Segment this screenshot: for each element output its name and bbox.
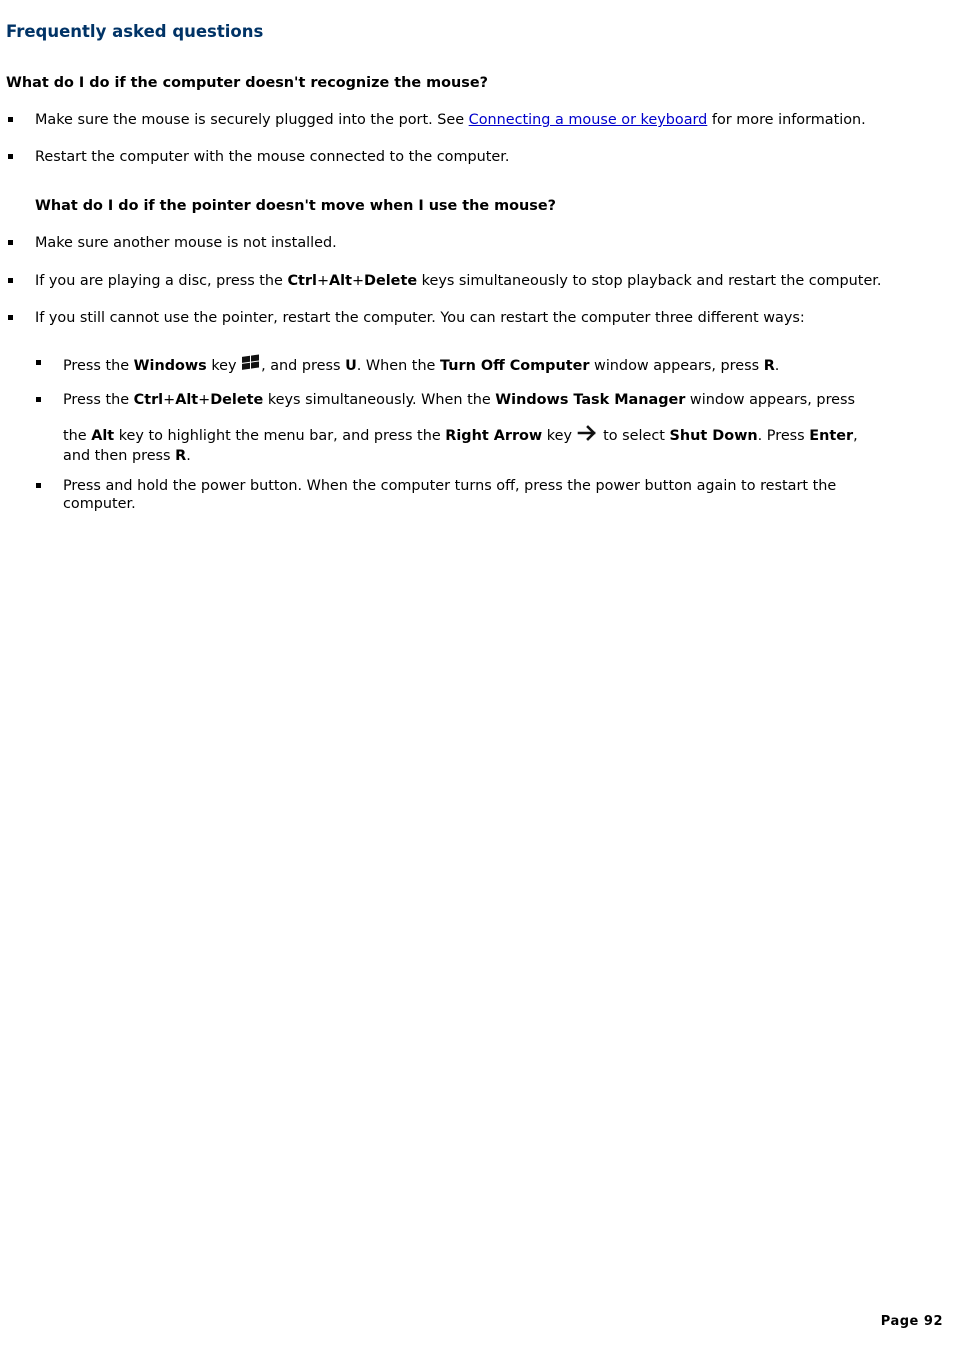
list-item: Restart the computer with the mouse connected to the computer. bbox=[35, 148, 934, 166]
sub-list-item: Press and hold the power button. When the computer turns off, press the power button again to restart the computer. bbox=[63, 477, 904, 513]
connecting-mouse-keyboard-link[interactable]: Connecting a mouse or keyboard bbox=[468, 112, 708, 128]
question-mouse-not-recognized: What do I do if the computer doesn't recognize the mouse? bbox=[6, 75, 488, 91]
bullet-marker bbox=[8, 240, 13, 245]
list-item: If you still cannot use the pointer, restart the computer. You can restart the computer three different ways: bbox=[35, 309, 934, 327]
question-pointer-not-moving: What do I do if the pointer doesn't move when I use the mouse? bbox=[35, 198, 556, 214]
bullet-marker bbox=[36, 397, 41, 402]
page-title: Frequently asked questions bbox=[6, 22, 264, 41]
bullet-marker bbox=[8, 315, 13, 320]
bullet-marker bbox=[8, 154, 13, 159]
sub-list-item: Press the Ctrl+Alt+Delete keys simultaneously. When the Windows Task Manager window appears, press bbox=[63, 391, 904, 409]
bullet-marker bbox=[8, 278, 13, 283]
bullet-marker bbox=[8, 117, 13, 122]
page-number: Page 92 bbox=[880, 1314, 943, 1329]
right-arrow-icon bbox=[577, 424, 599, 447]
bullet-marker bbox=[36, 483, 41, 488]
list-item: If you are playing a disc, press the Ctrl+Alt+Delete keys simultaneously to stop playback and restart the computer. bbox=[35, 272, 934, 290]
sub-list-item-continued: the Alt key to highlight the menu bar, and press the Right Arrow key to select Shut Down. Press Enter, and then press R. bbox=[63, 424, 904, 465]
list-item: Make sure the mouse is securely plugged into the port. See Connecting a mouse or keyboard for more information. bbox=[35, 111, 934, 129]
windows-logo-icon bbox=[241, 354, 261, 377]
list-item: Make sure another mouse is not installed. bbox=[35, 234, 934, 252]
sub-list-item: Press the Windows key , and press U. When the Turn Off Computer window appears, press R. bbox=[63, 354, 904, 377]
bullet-marker bbox=[36, 360, 41, 365]
